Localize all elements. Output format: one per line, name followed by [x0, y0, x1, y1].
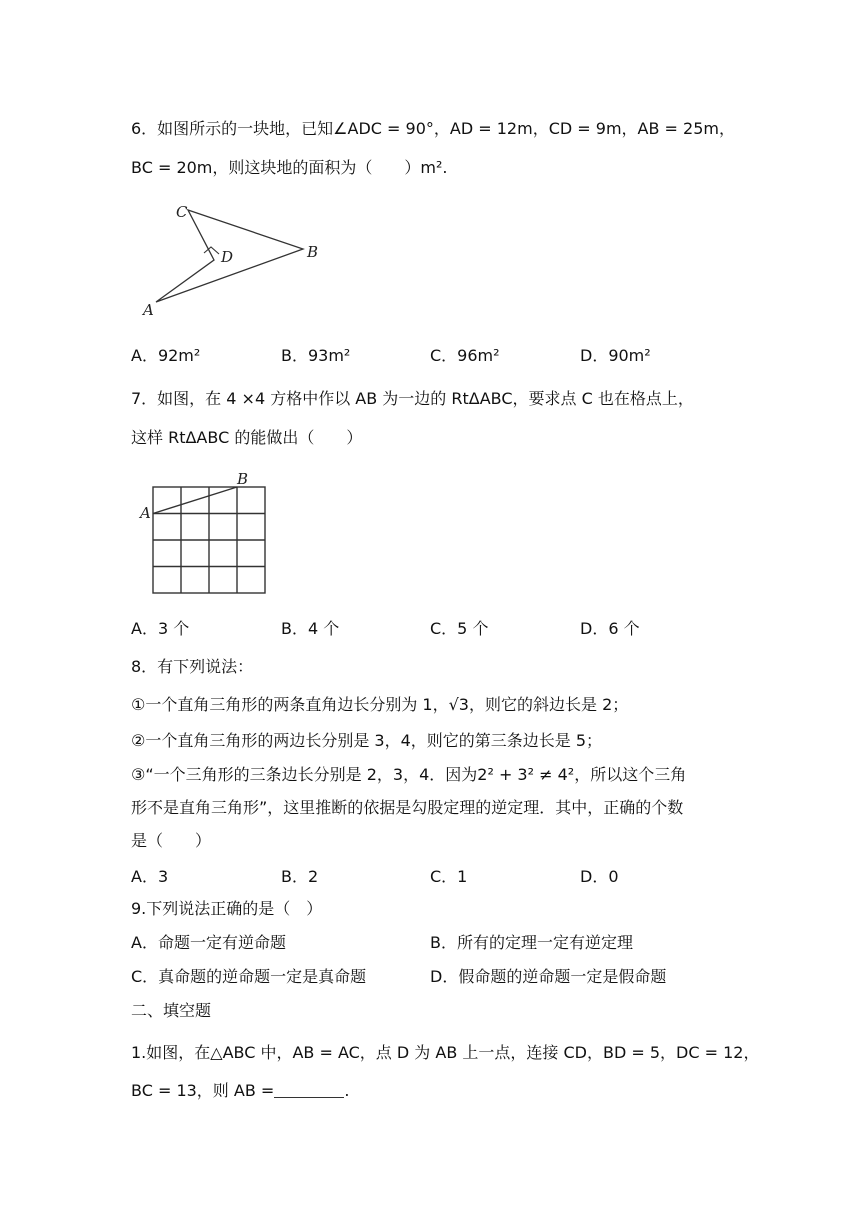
q6-label-b: B	[307, 243, 319, 261]
f1-stem-line2-period: .	[344, 1081, 350, 1100]
q7-option-c: C．5 个	[430, 619, 489, 638]
q9-option-b: B．所有的定理一定有逆定理	[430, 933, 633, 952]
q7-stem-line2: 这样 RtΔABC 的能做出（ ）	[131, 428, 363, 447]
q9-option-c: C．真命题的逆命题一定是真命题	[131, 967, 367, 986]
q9-option-a: A．命题一定有逆命题	[131, 933, 286, 952]
answer-blank[interactable]	[274, 1081, 344, 1098]
f1-stem-line2-text: BC = 13，则 AB =	[131, 1081, 275, 1100]
q9-option-d: D．假命题的逆命题一定是假命题	[430, 967, 667, 986]
q8-option-b: B．2	[281, 867, 319, 886]
q6-label-d: D	[221, 248, 234, 266]
q7-option-a: A．3 个	[131, 619, 190, 638]
q6-label-a: A	[143, 301, 154, 319]
q6-label-c: C	[176, 203, 188, 221]
q8-statement-1: ①一个直角三角形的两条直角边长分别为 1，√3，则它的斜边长是 2；	[131, 695, 629, 714]
q8-statement-3-line3: 是（ ）	[131, 831, 212, 850]
q6-option-a: A．92m²	[131, 346, 201, 365]
q8-option-a: A．3	[131, 867, 169, 886]
q7-grid-figure	[138, 470, 270, 596]
q8-statement-3-line2: 形不是直角三角形”，这里推断的依据是勾股定理的逆定理．其中，正确的个数	[131, 798, 684, 817]
q6-option-c: C．96m²	[430, 346, 500, 365]
q6-option-b: B．93m²	[281, 346, 351, 365]
q8-statement-2: ②一个直角三角形的两边长分别是 3，4，则它的第三条边长是 5；	[131, 731, 603, 750]
q7-label-a: A	[140, 504, 151, 522]
f1-stem-line1: 1.如图，在△ABC 中，AB = AC，点 D 为 AB 上一点，连接 CD，BD = 5，DC = 12，	[131, 1043, 760, 1062]
q6-option-d: D．90m²	[580, 346, 651, 365]
q8-option-d: D．0	[580, 867, 619, 886]
q9-stem: 9.下列说法正确的是（ ）	[131, 899, 323, 918]
q8-intro: 8．有下列说法：	[131, 657, 254, 676]
q7-option-b: B．4 个	[281, 619, 340, 638]
q7-label-b: B	[237, 470, 249, 488]
section-title-fill-in: 二、填空题	[131, 1001, 212, 1020]
q6-stem-line2: BC = 20m，则这块地的面积为（ ）m².	[131, 158, 448, 177]
f1-stem-line2	[131, 1080, 349, 1102]
q8-option-c: C．1	[430, 867, 468, 886]
q6-stem-line1: 6．如图所示的一块地，已知∠ADC = 90°，AD = 12m，CD = 9m，AB = 25m，	[131, 119, 735, 138]
q7-stem-line1: 7．如图，在 4 ×4 方格中作以 AB 为一边的 RtΔABC，要求点 C 也在格点上，	[131, 389, 694, 408]
q8-statement-3-line1: ③“一个三角形的三条边长分别是 2，3，4．因为2² + 3² ≠ 4²，所以这个三角	[131, 765, 687, 784]
q6-figure	[140, 198, 330, 323]
q7-option-d: D．6 个	[580, 619, 640, 638]
